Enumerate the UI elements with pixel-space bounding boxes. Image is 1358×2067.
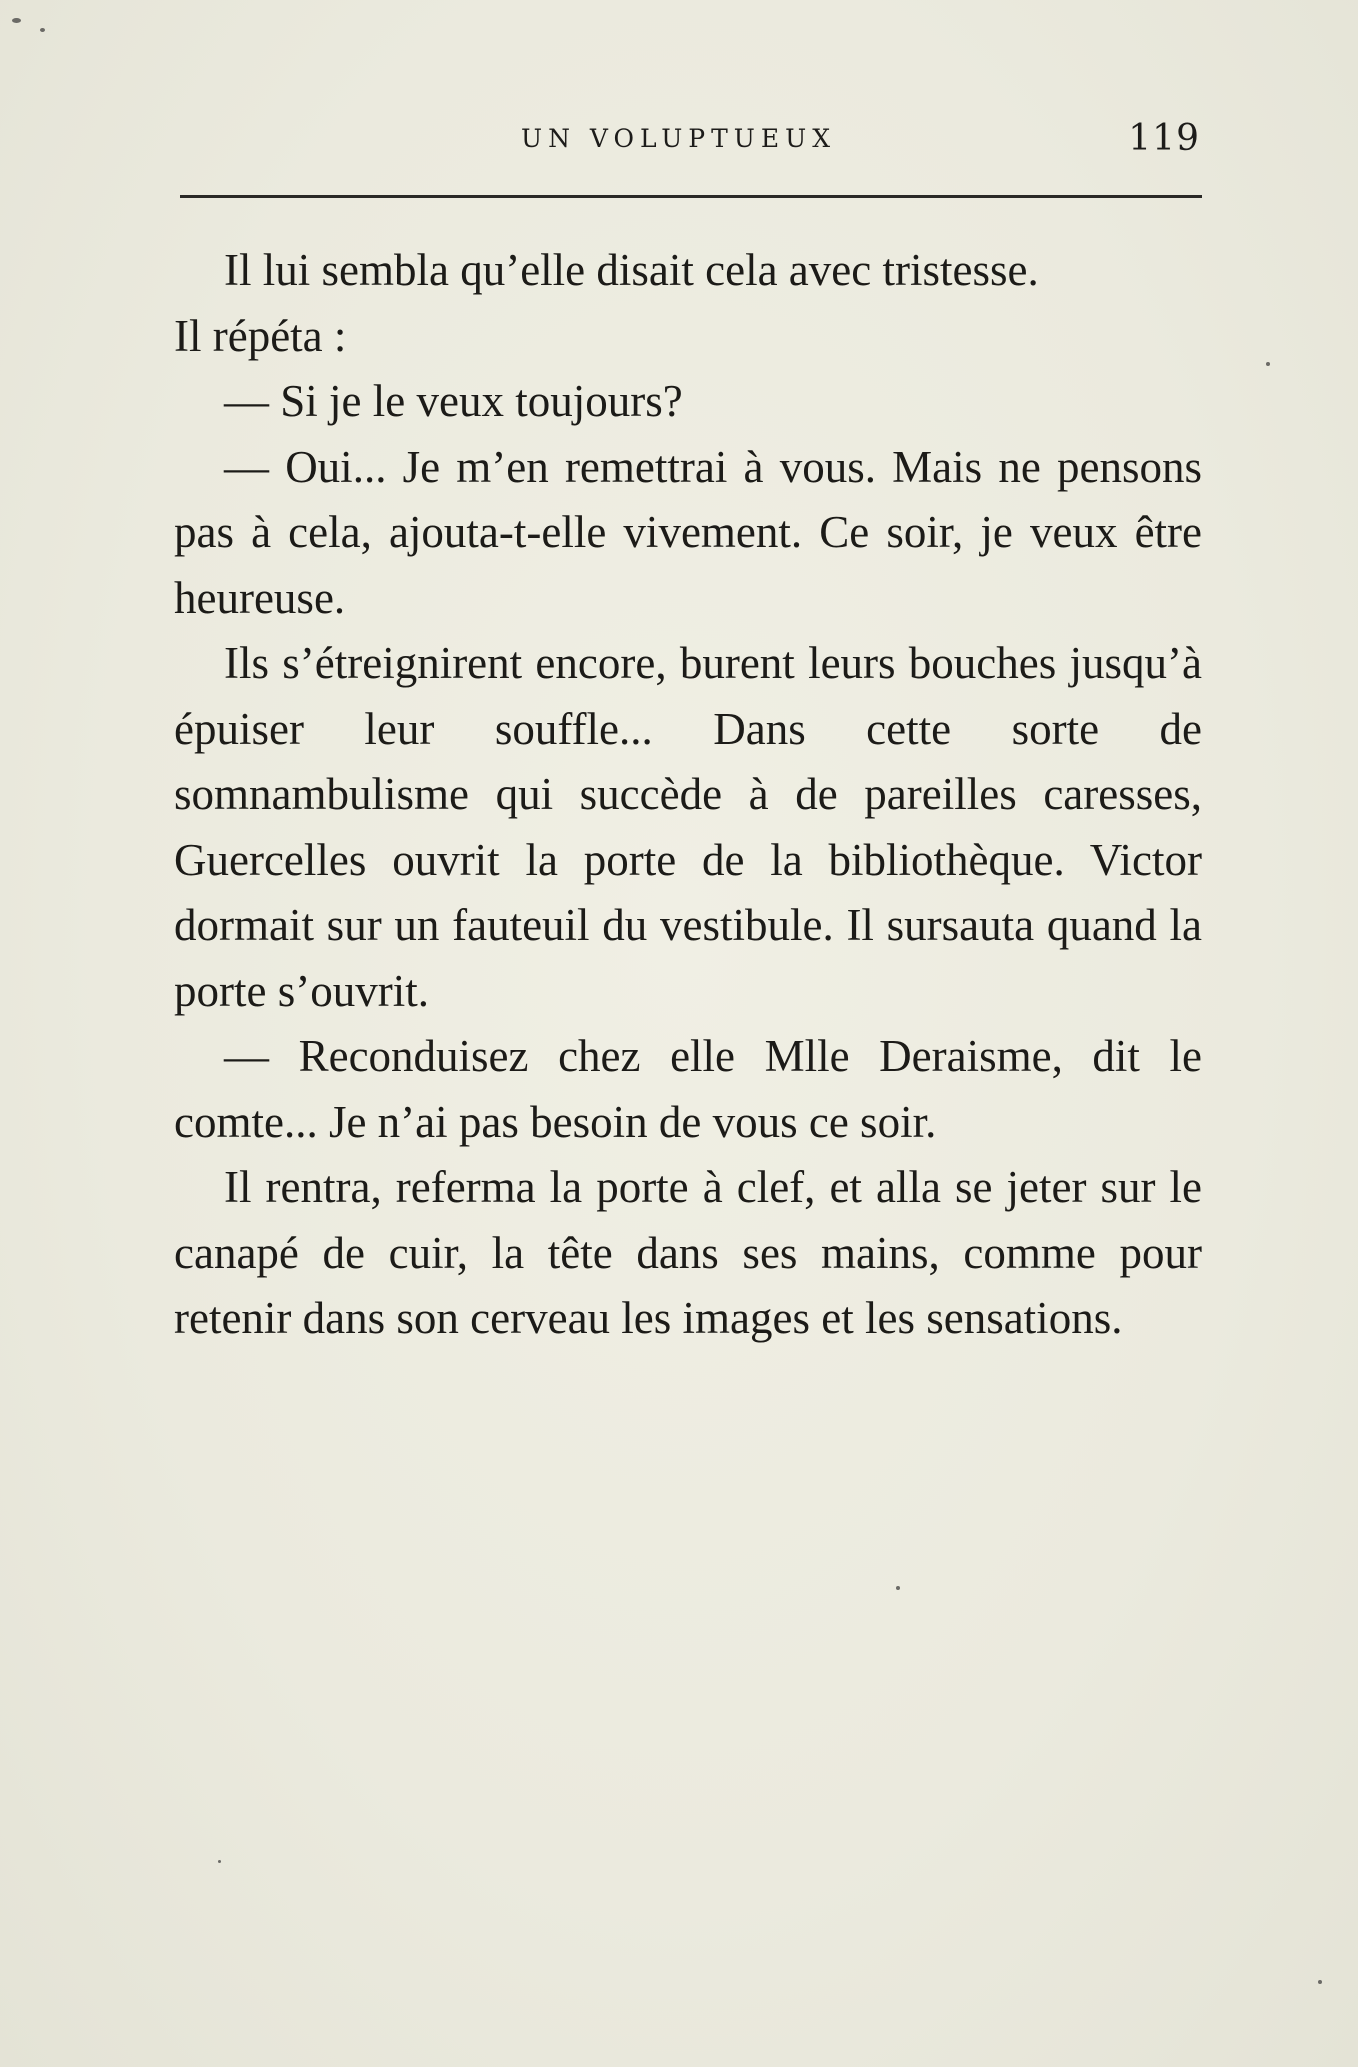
- paper-speck: [218, 1860, 221, 1863]
- paragraph-3: — Si je le veux toujours?: [224, 376, 683, 426]
- paper-speck: [1318, 1980, 1322, 1984]
- header-rule: [180, 195, 1202, 198]
- running-head: [176, 118, 1204, 168]
- paragraph-5: Ils s’étreignirent encore, burent leurs bouches jusqu’à épuiser leur souffle... Dans cette sorte de somnambulisme qui succède à de pareilles caresses, Guercelles ouvrit la porte de la bibliothèque. Victor dormait sur un fauteuil du vestibule. Il sursauta quand la porte s’ouvrit.: [174, 638, 1202, 1016]
- page-number: 119: [1128, 118, 1200, 159]
- paragraph-4: — Oui... Je m’en remettrai à vous. Mais ne pensons pas à cela, ajouta-t-elle vivement. Ce soir, je veux être heureuse.: [174, 441, 1202, 623]
- body-text: [174, 238, 1202, 1352]
- paper-speck: [1266, 362, 1270, 366]
- paper-speck: [12, 18, 21, 23]
- paragraph-6: — Reconduisez chez elle Mlle Deraisme, dit le comte... Je n’ai pas besoin de vous ce soir.: [174, 1031, 1202, 1147]
- paragraph-1: Il lui sembla qu’elle disait cela avec tristesse.: [224, 245, 1039, 295]
- paper-speck: [896, 1586, 900, 1590]
- paragraph-7: Il rentra, referma la porte à clef, et alla se jeter sur le canapé de cuir, la tête dans ses mains, comme pour retenir dans son cerveau les images et les sensations.: [174, 1162, 1202, 1343]
- running-title: UN VOLUPTUEUX: [521, 124, 836, 153]
- paper-speck: [40, 28, 45, 32]
- paragraph-2: Il répéta :: [174, 310, 347, 361]
